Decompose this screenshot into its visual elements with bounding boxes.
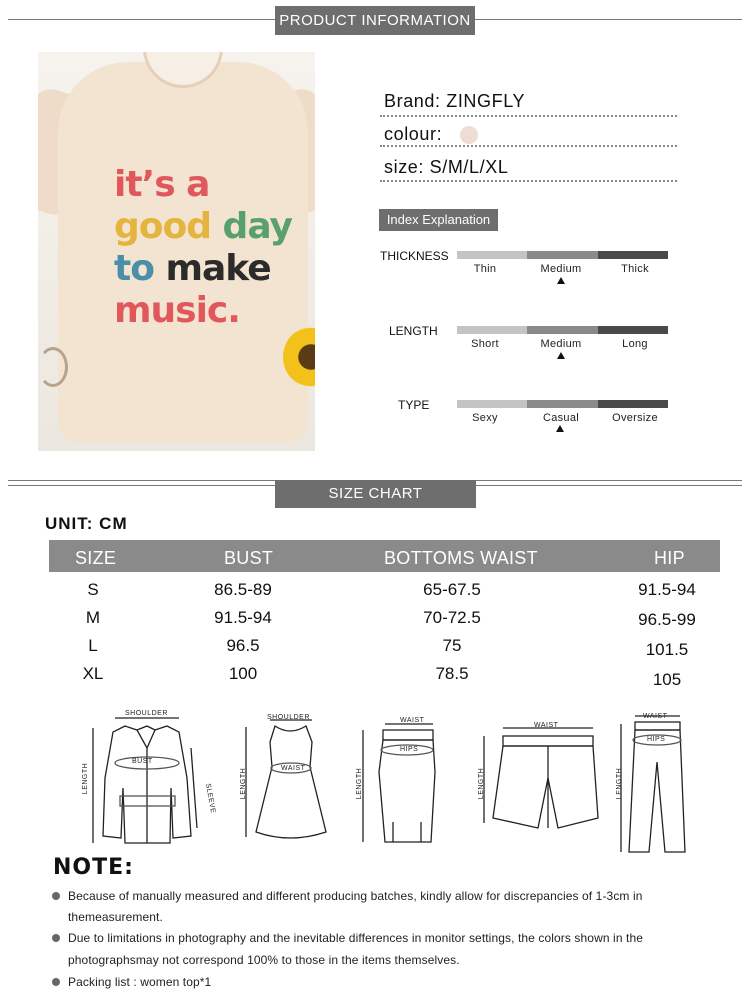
cell-size: L [88,636,98,655]
dotted-divider [380,145,677,147]
note-line-1: Because of manually measured and different producing batches, kindly allow for discrepancies of 1-3cm in [68,889,643,903]
shirt-print-text [114,164,292,332]
note-line-1b: themeasurement. [68,910,163,924]
note-line-3: Packing list : women top*1 [68,975,212,989]
unit-label: UNIT: CM [45,514,128,533]
measure-label-shoulder: SHOULDER [125,710,168,717]
col-header-bust: BUST [224,548,274,568]
measure-label-waist: WAIST [534,722,559,729]
length-scale-bar [457,326,668,334]
print-line-4: music. [114,290,240,331]
measure-label-waist: WAIST [400,717,425,724]
cell-waist: 78.5 [435,664,469,683]
diagram-skirt [355,712,450,852]
thickness-option-thin: Thin [473,263,497,275]
product-photo [38,52,315,451]
note-heading: NOTE: [53,855,134,880]
cell-bust: 96.5 [226,636,260,655]
product-information-heading: PRODUCT INFORMATION [275,6,475,35]
index-label-length: LENGTH [389,324,438,338]
type-selected-marker [556,425,564,432]
length-option-long: Long [622,338,648,350]
colour-swatch [460,126,478,144]
cell-waist: 75 [442,636,462,655]
colour-label: colour: [384,124,443,144]
size-row: size: S/M/L/XL [384,157,509,177]
type-scale-bar [457,400,668,408]
col-header-hip: HIP [654,548,685,568]
print-word-make: make [165,248,271,289]
diagram-dress [240,712,340,852]
colour-row [384,124,674,145]
diagram-jacket [75,708,215,853]
thickness-scale-bar [457,251,668,259]
bracelet-decor [38,347,68,387]
thickness-option-thick: Thick [621,263,649,275]
thickness-selected-marker [557,277,565,284]
size-chart-heading: SIZE CHART [275,480,476,508]
measure-label-length: LENGTH [478,767,486,800]
print-line-3 [114,248,292,290]
measure-label-length: LENGTH [82,762,90,795]
diagram-pants [615,712,695,857]
measure-label-waist: WAIST [281,765,306,772]
dotted-divider [380,115,677,117]
type-option-sexy: Sexy [472,412,498,424]
index-explanation-heading: Index Explanation [379,209,498,231]
cell-hip: 96.5-99 [638,610,696,629]
measure-label-shoulder: SHOULDER [267,714,310,721]
note-line-2b: photographsmay not correspond 100% to those in the items themselves. [68,953,460,967]
note-bullet [52,978,60,986]
length-option-medium: Medium [540,338,582,350]
note-line-2: Due to limitations in photography and the inevitable differences in monitor settings, the colors shown in the [68,931,644,945]
measure-label-length: LENGTH [616,767,624,800]
type-option-oversize: Oversize [612,412,658,424]
brand-row: Brand: ZINGFLY [384,91,526,111]
thickness-option-medium: Medium [540,263,582,275]
shirt-neckline [143,52,223,88]
print-line-2-text [114,206,292,247]
measure-label-length: LENGTH [240,767,248,800]
diagram-shorts [478,718,608,843]
length-option-short: Short [471,338,499,350]
col-header-size: SIZE [75,548,117,568]
measure-label-sleeve: SLEEVE [204,782,217,815]
dotted-divider [380,180,677,182]
print-line-1: it’s a [114,164,210,205]
note-bullet [52,934,60,942]
cell-size: M [85,608,101,627]
measure-label-bust: BUST [132,758,153,765]
measure-label-waist: WAIST [643,713,668,720]
cell-bust: 91.5-94 [214,608,272,627]
cell-hip: 101.5 [645,640,689,659]
measure-label-hips: HIPS [647,736,666,743]
index-label-type: TYPE [398,398,430,412]
cell-size: S [87,580,99,599]
cell-hip: 105 [652,670,682,689]
cell-bust: 100 [228,664,258,683]
print-word-to: to [114,248,166,289]
index-label-thickness: THICKNESS [380,249,449,263]
cell-bust: 86.5-89 [214,580,272,599]
cell-hip: 91.5-94 [638,580,696,599]
measure-label-hips: HIPS [400,746,419,753]
cell-waist: 65-67.5 [423,580,481,599]
note-bullet [52,892,60,900]
print-word-good: good [114,206,223,247]
col-header-bottoms-waist: BOTTOMS WAIST [384,548,538,568]
type-option-casual: Casual [542,412,580,424]
print-word-day: day [222,206,292,247]
measure-label-length: LENGTH [356,767,364,800]
length-selected-marker [557,352,565,359]
cell-size: XL [82,664,104,683]
print-line-2 [114,206,292,248]
cell-waist: 70-72.5 [423,608,481,627]
